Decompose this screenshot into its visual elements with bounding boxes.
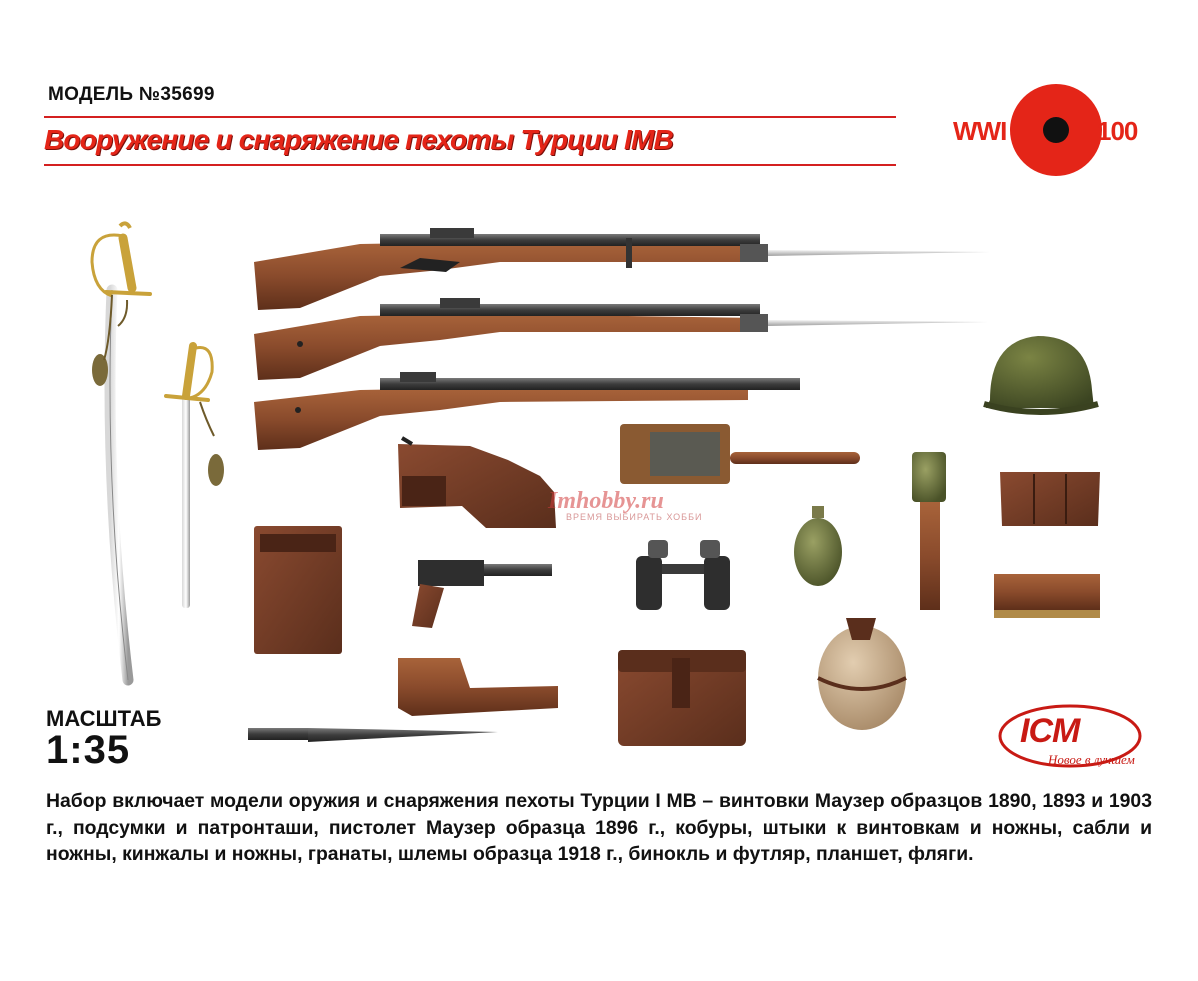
grenade-egg <box>794 506 842 586</box>
pistol <box>412 560 552 628</box>
ammo-pouch <box>1000 472 1100 526</box>
entrenching-tool <box>620 424 860 484</box>
model-number: МОДЕЛЬ №35699 <box>48 84 215 105</box>
binocular-case <box>618 650 746 746</box>
wwi-badge-left: WWI <box>953 116 1007 146</box>
holster-stock <box>398 658 558 716</box>
wwi-poppy-icon <box>1010 84 1102 176</box>
title-rule-top <box>44 116 896 118</box>
watermark-subtext: ВРЕМЯ ВЫБИРАТЬ ХОББИ <box>566 512 703 522</box>
page-title: Вооружение и снаряжение пехоты Турции IМВ <box>44 124 673 155</box>
saber-small <box>166 346 224 608</box>
icm-logo-text: ICM <box>1020 712 1080 750</box>
wwi-badge-right: 100 <box>1097 116 1138 146</box>
saber-large <box>92 223 150 680</box>
map-case <box>254 526 342 654</box>
binoculars <box>636 540 730 610</box>
title-rule-bottom <box>44 164 896 166</box>
helmet <box>984 336 1098 412</box>
cartridge-clip <box>994 574 1100 618</box>
stick-grenade <box>912 452 946 610</box>
holster <box>398 438 556 528</box>
rifle-1890 <box>254 228 990 310</box>
bayonet <box>248 728 498 742</box>
product-description: Набор включает модели оружия и снаряжения пехоты Турции I МВ – винтовки Маузер образцов 1890, 1893 и 1903 г., подсумки и патронташи, пистолет Маузер образца 1896 г., кобуры, штыки к винтовкам и ножны, сабли и ножны, кинжалы и ножны, гранаты, шлемы образца 1918 г., бинокль и футляр, планшет, фляги. <box>46 790 1152 865</box>
canteen <box>818 618 906 730</box>
brand-slogan: Новое в лучшем <box>1048 752 1135 767</box>
watermark: Imhobby.ru <box>548 488 664 514</box>
rifle-1893 <box>254 298 988 380</box>
scale-label: МАСШТАБ <box>46 706 162 731</box>
scale-value: 1:35 <box>46 728 131 772</box>
